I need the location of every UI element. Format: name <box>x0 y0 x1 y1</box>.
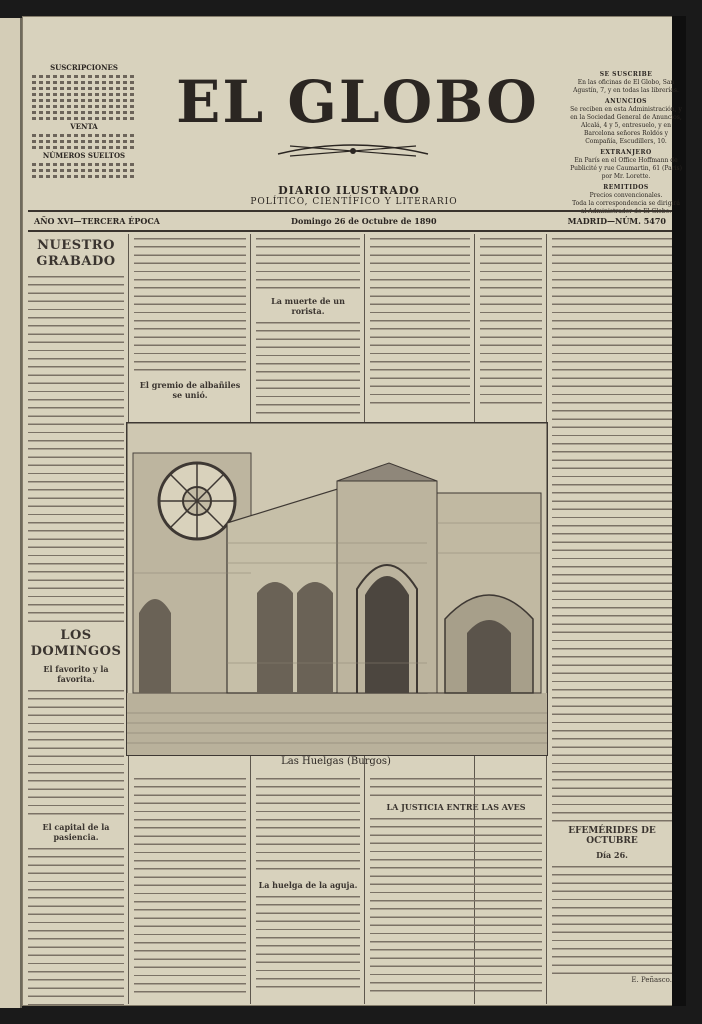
issue-era: AÑO XVI—TERCERA ÉPOCA <box>34 216 160 226</box>
article-body <box>552 236 672 822</box>
divider-top <box>28 210 672 212</box>
article-body <box>480 236 542 408</box>
section-heading: El favorito y la favorita. <box>43 664 109 684</box>
article-body <box>370 816 542 996</box>
efemerides-title: EFEMÉRIDES DE OCTUBRE <box>568 826 656 846</box>
subscriptions-heading: SUSCRIPCIONES <box>50 63 118 72</box>
subscription-box <box>32 64 136 181</box>
newspaper-page <box>22 16 686 1006</box>
article-body <box>28 274 124 626</box>
info-heading-subscribe: SE SUSCRIBE <box>599 71 653 78</box>
section-heading: El capital de la pasiencia. <box>42 822 110 842</box>
article-body <box>28 846 124 1006</box>
info-text-correspondence: Toda la correspondencia se dirigirá <box>572 200 680 207</box>
column-5-top <box>480 236 542 416</box>
column-4-bottom <box>370 776 542 1002</box>
article-body <box>370 776 542 798</box>
issue-number: MADRID—NÚM. 5470 <box>567 216 666 226</box>
subtitle: DIARIO ILUSTRADO <box>278 184 420 197</box>
divider-bottom <box>28 230 672 232</box>
quill-ornament-icon <box>270 134 436 162</box>
info-text-subscribe: En las oficinas de El Globo, San Agustín, 7, y en todas las librerías. <box>573 79 679 94</box>
masthead <box>22 16 686 207</box>
dateline <box>28 214 672 228</box>
issue-date: Domingo 26 de Octubre de 1890 <box>291 216 437 226</box>
sale-heading: VENTA <box>70 122 98 131</box>
section-heading: La huelga de la aguja. <box>258 880 358 890</box>
column-6 <box>552 236 672 1006</box>
adjacent-page-edge <box>0 18 22 1008</box>
article-title-domingos: LOS DOMINGOS <box>30 628 122 659</box>
article-title-grabado: NUESTRO GRABADO <box>36 238 116 269</box>
column-3-bottom <box>256 776 360 1002</box>
article-body <box>256 236 360 292</box>
column-3-top <box>256 236 360 416</box>
justicia-title: LA JUSTICIA ENTRE LAS AVES <box>386 802 526 812</box>
article-body <box>256 320 360 416</box>
article-body <box>28 688 124 818</box>
info-text-foreign: En París en el Office Hoffmann de Publicité y rue Caumartin, 61 (Paris) por Mr. Lorette. <box>570 157 682 180</box>
las-huelgas-engraving-icon <box>127 423 547 755</box>
section-heading: El gremio de albañiles se unió. <box>139 380 241 400</box>
article-body <box>134 236 246 376</box>
article-body <box>552 864 672 976</box>
engraving-caption: Las Huelgas (Burgos) <box>281 756 391 767</box>
article-body <box>370 236 470 408</box>
info-heading-foreign: EXTRANJERO <box>600 149 652 156</box>
section-heading: La muerte de un rorista. <box>271 296 345 316</box>
engraving-illustration <box>126 422 548 756</box>
column-1 <box>28 236 124 1006</box>
info-heading-remitted: REMITIDOS <box>603 184 649 191</box>
article-body <box>134 776 246 998</box>
efemerides-day: Día 26. <box>596 850 628 860</box>
column-2-top <box>134 236 246 416</box>
article-body <box>256 776 360 876</box>
signature: E. Peñasco. <box>631 976 672 984</box>
info-text-ads: Se reciben en esta Administración, y en la Sociedad General de Anuncios, Alcalá, 4 y 5, entresuelo, y en Barcelona señores Roldós y Compañía, Escudillers, 10. <box>570 106 682 145</box>
info-heading-ads: ANUNCIOS <box>605 98 647 105</box>
numbers-heading: NÚMEROS SUELTOS <box>42 151 126 160</box>
info-text-remitted: Precios convencionales. <box>589 192 663 199</box>
subtitle-secondary: POLÍTICO, CIENTÍFICO Y LITERARIO <box>250 197 458 207</box>
publisher-info <box>570 68 682 216</box>
article-body <box>256 894 360 994</box>
column-2-bottom <box>134 776 246 1002</box>
newspaper-logo: EL GLOBO <box>176 68 539 136</box>
column-4-top <box>370 236 470 416</box>
